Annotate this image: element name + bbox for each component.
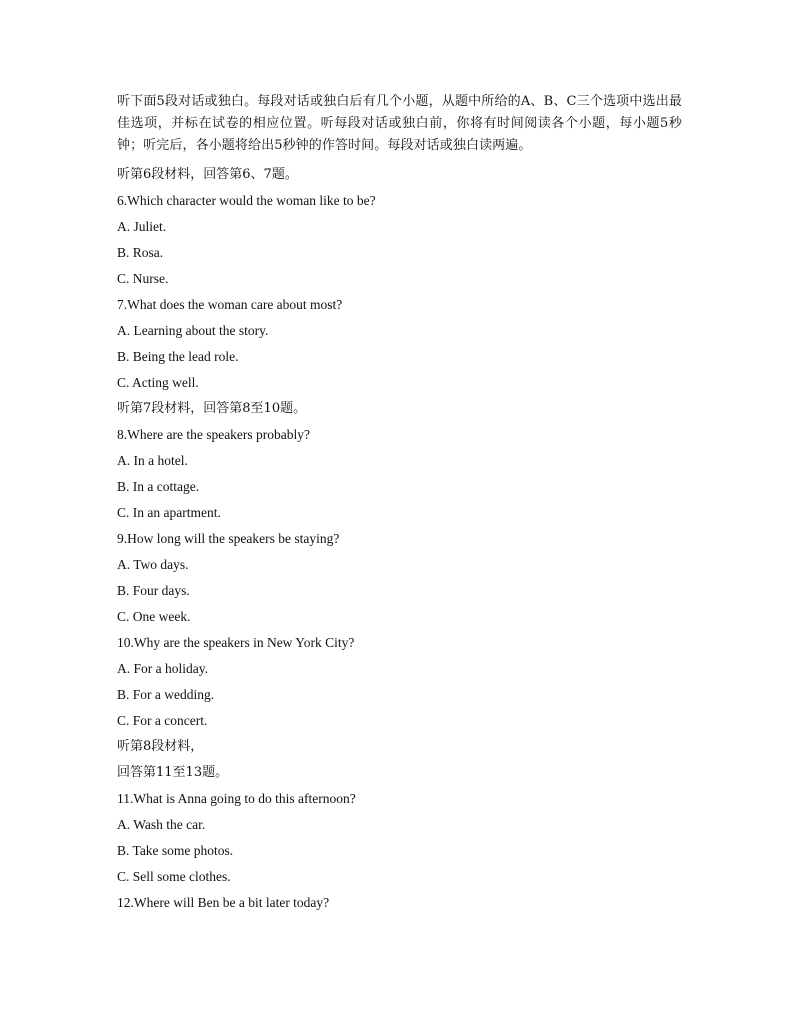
- material-heading: 听第8段材料，: [117, 739, 204, 754]
- question-text: 12.Where will Ben be a bit later today?: [117, 895, 330, 910]
- answer-option: B. For a wedding.: [117, 687, 215, 702]
- answer-option: B. Four days.: [117, 583, 190, 598]
- material-heading: 听第7段材料，回答第8至10题。: [117, 401, 307, 416]
- answer-option: A. Wash the car.: [117, 817, 206, 832]
- answer-option: B. Being the lead role.: [117, 349, 239, 364]
- question-text: 10.Why are the speakers in New York City?: [117, 635, 355, 650]
- answer-option: C. One week.: [117, 609, 191, 624]
- answer-option: A. For a holiday.: [117, 661, 208, 676]
- answer-option: A. Juliet.: [117, 219, 167, 234]
- section-instructions: 听下面5段对话或独白。每段对话或独白后有几个小题，从题中所给的A、B、C三个选项中选出最佳选项，并标在试卷的相应位置。听每段对话或独白前，你将有时间阅读各个小题，每小题5秒钟；听完后，各小题将给出5秒钟的作答时间。每段对话或独白读两遍。: [117, 94, 682, 153]
- answer-option: A. In a hotel.: [117, 453, 188, 468]
- material-heading: 回答第11至13题。: [117, 765, 229, 780]
- question-text: 7.What does the woman care about most?: [117, 297, 343, 312]
- answer-option: C. In an apartment.: [117, 505, 221, 520]
- question-text: 6.Which character would the woman like to be?: [117, 193, 376, 208]
- answer-option: B. Take some photos.: [117, 843, 234, 858]
- answer-option: A. Learning about the story.: [117, 323, 269, 338]
- material-heading: 听第6段材料，回答第6、7题。: [117, 167, 298, 182]
- question-text: 9.How long will the speakers be staying?: [117, 531, 340, 546]
- answer-option: A. Two days.: [117, 557, 189, 572]
- answer-option: C. For a concert.: [117, 713, 208, 728]
- answer-option: C. Acting well.: [117, 375, 199, 390]
- answer-option: B. In a cottage.: [117, 479, 200, 494]
- question-text: 8.Where are the speakers probably?: [117, 427, 311, 442]
- answer-option: C. Nurse.: [117, 271, 169, 286]
- answer-option: B. Rosa.: [117, 245, 164, 260]
- answer-option: C. Sell some clothes.: [117, 869, 231, 884]
- document-page: [117, 91, 682, 916]
- question-text: 11.What is Anna going to do this afternoon?: [117, 791, 356, 806]
